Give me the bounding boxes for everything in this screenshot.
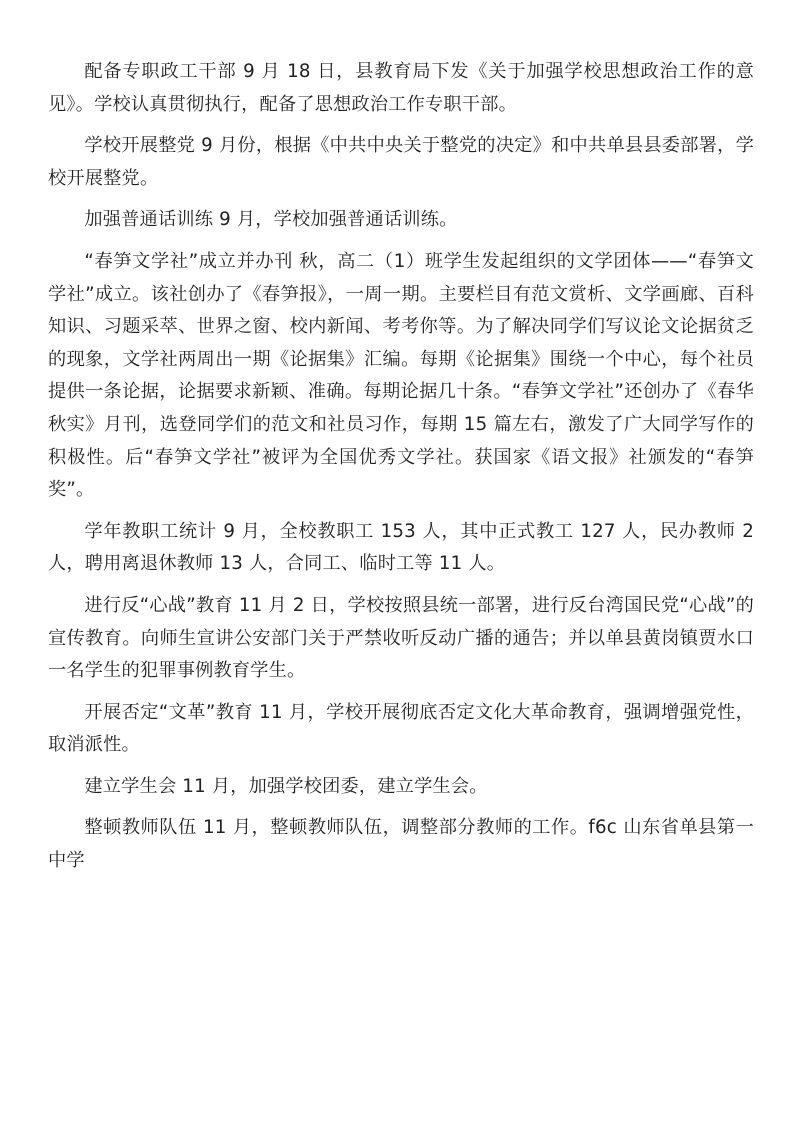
paragraph-party-rectification: 学校开展整党 9 月份，根据《中共中央关于整党的决定》和中共单县县委部署，学校开展整党。 [48,135,754,189]
paragraph-anti-psywar-education: 进行反“心战”教育 11 月 2 日，学校按照县统一部署，进行反台湾国民党“心战”的宣传教育。向师生宣讲公安部门关于严禁收听反动广播的通告；并以单县黄岗镇贾水口一名学生的犯罪事例教育学生。 [48,594,754,682]
paragraph-literary-society: “春笋文学社”成立并办刊 秋，高二（1）班学生发起组织的文学团体——“春笋文学社”成立。该社创办了《春笋报》，一周一期。主要栏目有范文赏析、文学画廊、百科知识、习题采萃、世界之窗、校内新闻、考考你等。为了解决同学们写议论文论据贫乏的现象，文学社两周出一期《论据集》汇编。每期《论据集》围绕一个中心，每个社员提供一条论据，论据要求新颖、准确。每期论据几十条。“春笋文学社”还创办了《春华秋实》月刊，选登同学们的范文和社员习作，每期 15 篇左右，激发了广大同学写作的积极性。后“春笋文学社”被评为全国优秀文学社。获国家《语文报》社颁发的“春笋奖”。 [48,250,754,501]
paragraph-teacher-rectification: 整顿教师队伍 11 月，整顿教师队伍，调整部分教师的工作。f6c 山东省单县第一中学 [48,817,754,872]
paragraph-staff-statistics: 学年教职工统计 9 月，全校教职工 153 人，其中正式教工 127 人，民办教师 2 人，聘用离退休教师 13 人，合同工、临时工等 11 人。 [48,520,754,575]
document-page [48,56,754,887]
paragraph-political-cadre: 配备专职政工干部 9 月 18 日，县教育局下发《关于加强学校思想政治工作的意见》。学校认真贯彻执行，配备了思想政治工作专职干部。 [48,61,754,115]
paragraph-negate-cultural-revolution: 开展否定“文革”教育 11 月，学校开展彻底否定文化大革命教育，强调增强党性，取消派性。 [48,701,754,756]
paragraph-mandarin-training: 加强普通话训练 9 月，学校加强普通话训练。 [84,209,458,231]
paragraph-student-union: 建立学生会 11 月，加强学校团委，建立学生会。 [84,775,488,797]
